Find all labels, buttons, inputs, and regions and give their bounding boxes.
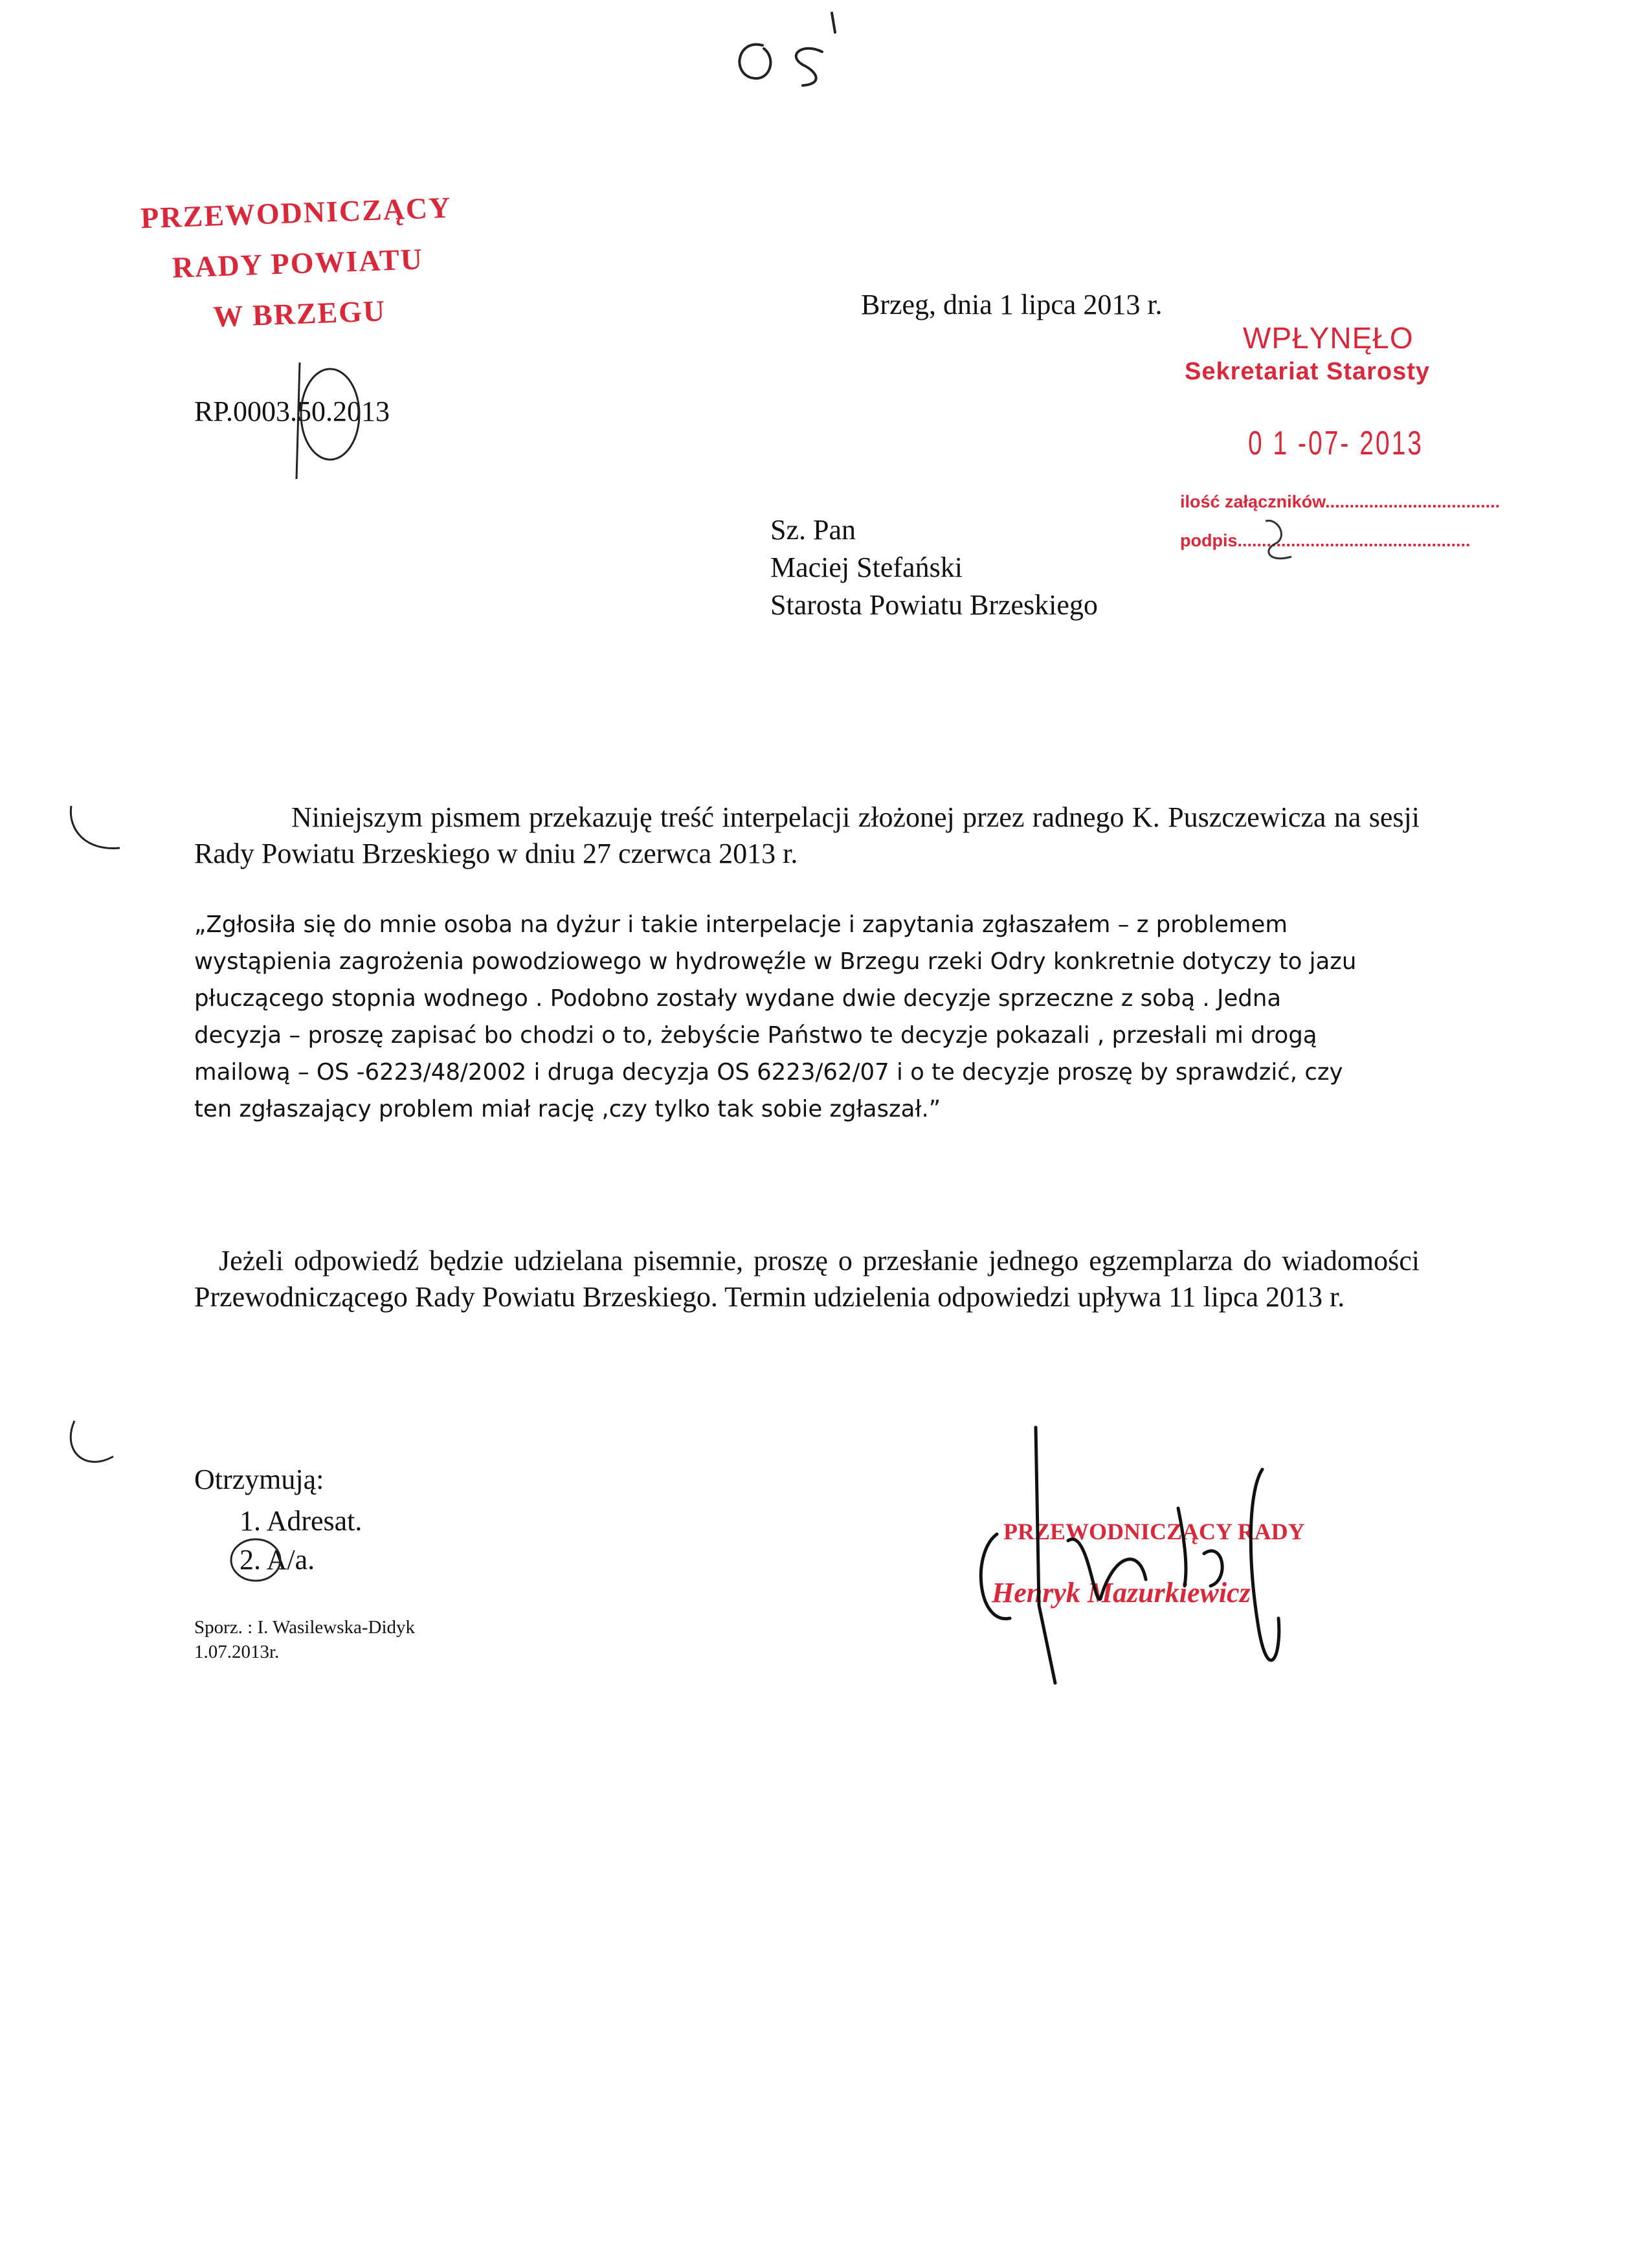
stamp-line-1: PRZEWODNICZĄCY: [140, 190, 452, 235]
body-paragraph-1: Niniejszym pismem przekazuję treść interpelacji złożonej przez radnego K. Puszczewicza na sesji Rady Powiatu Brzeskiego w dniu 27 czerwca 2013 r.: [194, 801, 1420, 869]
stamp-line-3: W BRZEGU: [212, 294, 386, 333]
quote-line: mailową – OS -6223/48/2002 i druga decyzja OS 6223/62/07 i o te decyzje proszę by sprawdzić, czy: [194, 1059, 1343, 1086]
recipient-item: 1. Adresat.: [240, 1505, 363, 1537]
received-stamp-signature: podpis................................................: [1180, 531, 1471, 550]
prepared-by-name: Sporz. : I. Wasilewska-Didyk: [194, 1617, 416, 1638]
quote-line: wystąpienia zagrożenia powodziowego w hydrowęźle w Brzegu rzeki Odry konkretnie dotyczy to jazu: [194, 948, 1357, 975]
quote-line: „Zgłosiła się do mnie osoba na dyżur i takie interpelacje i zapytania zgłaszałem – z problemem: [194, 911, 1288, 938]
punch-hole-mark: [71, 1421, 113, 1462]
addressee-title: Starosta Powiatu Brzeskiego: [770, 589, 1098, 621]
quote-line: decyzja – proszę zapisać bo chodzi o to, żebyście Państwo te decyzje pokazali , przesłali mi drogą: [194, 1022, 1317, 1049]
recipient-item: 2. A/a.: [240, 1544, 315, 1576]
prepared-by-date: 1.07.2013r.: [194, 1642, 280, 1662]
addressee-salutation: Sz. Pan: [770, 514, 856, 546]
received-stamp-date: 0 1 -07- 2013: [1248, 425, 1424, 462]
addressee-name: Maciej Stefański: [770, 552, 963, 583]
recipients-heading: Otrzymują:: [194, 1464, 324, 1495]
received-initials-mark: [1266, 520, 1291, 558]
received-stamp-title: WPŁYNĘŁO: [1243, 321, 1414, 355]
circled-item-2-mark: [231, 1539, 280, 1581]
date-line: Brzeg, dnia 1 lipca 2013 r.: [861, 289, 1163, 320]
signature-stamp-title: PRZEWODNICZĄCY RADY: [1003, 1519, 1305, 1544]
stamp-line-2: RADY POWIATU: [172, 242, 424, 284]
punch-hole-mark: [71, 806, 120, 848]
quote-line: płuczącego stopnia wodnego . Podobno zostały wydane dwie decyzje sprzeczne z sobą . Jedna: [194, 985, 1282, 1012]
handwritten-os-mark: [739, 13, 835, 85]
reference-number: RP.0003.50.2013: [194, 396, 390, 427]
body-paragraph-2: Jeżeli odpowiedź będzie udzielana pisemnie, proszę o przesłanie jednego egzemplarza do wiadomości Przewodniczącego Rady Powiatu Brzeskiego. Termin udzielenia odpowiedzi upływa 11 lipca 2013 r.: [194, 1245, 1420, 1313]
handwritten-ten-mark: [296, 362, 359, 479]
signature-stamp-name: Henryk Mazurkiewicz: [992, 1577, 1251, 1609]
quote-line: ten zgłaszający problem miał rację ,czy tylko tak sobie zgłaszał.”: [194, 1096, 941, 1122]
received-stamp-attachments: ilość załączników....................................: [1180, 492, 1501, 511]
handwritten-signature: [981, 1427, 1278, 1683]
received-stamp-subtitle: Sekretariat Starosty: [1185, 358, 1431, 385]
